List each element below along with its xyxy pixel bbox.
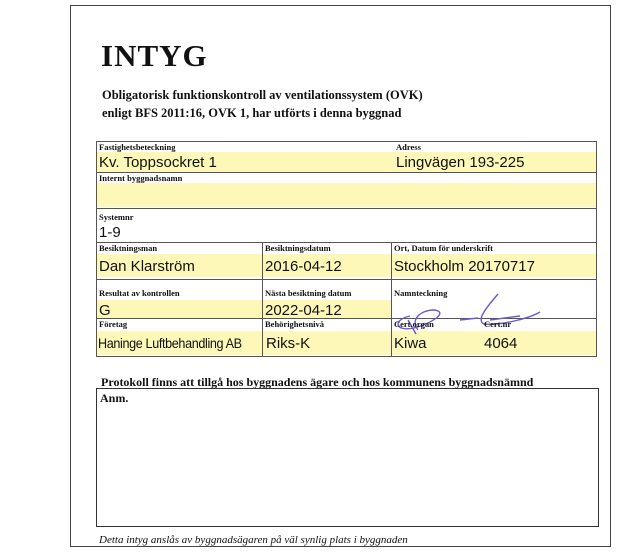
divider (262, 242, 263, 357)
protokoll-note: Protokoll finns att tillgå hos byggnadens ägare och hos kommunens byggnadsnämnd (101, 375, 534, 389)
besiktningsdatum-label: Besiktningsdatum (265, 243, 331, 253)
internt-label: Internt byggnadsnamn (99, 173, 183, 183)
foretag-label: Företag (99, 319, 128, 329)
subtitle-line2: enligt BFS 2011:16, OVK 1, har utförts i denna byggnad (102, 106, 402, 120)
resultat-label: Resultat av kontrollen (99, 288, 180, 298)
ort-label: Ort, Datum för underskrift (394, 243, 493, 253)
behorighet-label: Behörighetsnivå (265, 319, 325, 329)
anm-box (96, 388, 599, 527)
nasta-value: 2022-04-12 (265, 302, 342, 319)
adress-label: Adress (396, 142, 421, 152)
certnr-label: Cert.nr (484, 319, 512, 329)
certorgan-value: Kiwa (394, 335, 427, 352)
behorighet-value: Riks-K (266, 335, 311, 352)
divider (96, 208, 597, 209)
namnteckning-label: Namnteckning (394, 288, 448, 298)
ort-value: Stockholm 20170717 (394, 258, 535, 275)
footer-note: Detta intyg anslås av byggnadsägaren på väl synlig plats i byggnaden (99, 534, 408, 546)
fastighet-value: Kv. Toppsockret 1 (99, 154, 217, 171)
systemnr-label: Systemnr (99, 212, 134, 222)
document-title: INTYG (101, 38, 208, 73)
anm-label: Anm. (100, 391, 129, 405)
besiktningsdatum-value: 2016-04-12 (265, 258, 342, 275)
certnr-value: 4064 (484, 335, 518, 352)
besiktningsman-value: Dan Klarström (99, 258, 195, 275)
fastighet-label: Fastighetsbeteckning (99, 142, 176, 152)
subtitle-line1: Obligatorisk funktionskontroll av ventilationssystem (OVK) (102, 88, 423, 102)
resultat-value: G (99, 302, 111, 319)
nasta-label: Nästa besiktning datum (265, 288, 352, 298)
foretag-value: Haninge Luftbehandling AB (98, 335, 242, 351)
systemnr-value: 1-9 (99, 224, 121, 241)
certorgan-label: Cert.organ (394, 319, 434, 329)
divider (96, 242, 597, 243)
highlight (97, 300, 391, 318)
adress-value: Lingvägen 193-225 (396, 154, 525, 171)
divider (96, 279, 597, 280)
besiktningsman-label: Besiktningsman (99, 243, 158, 253)
highlight (97, 183, 596, 207)
